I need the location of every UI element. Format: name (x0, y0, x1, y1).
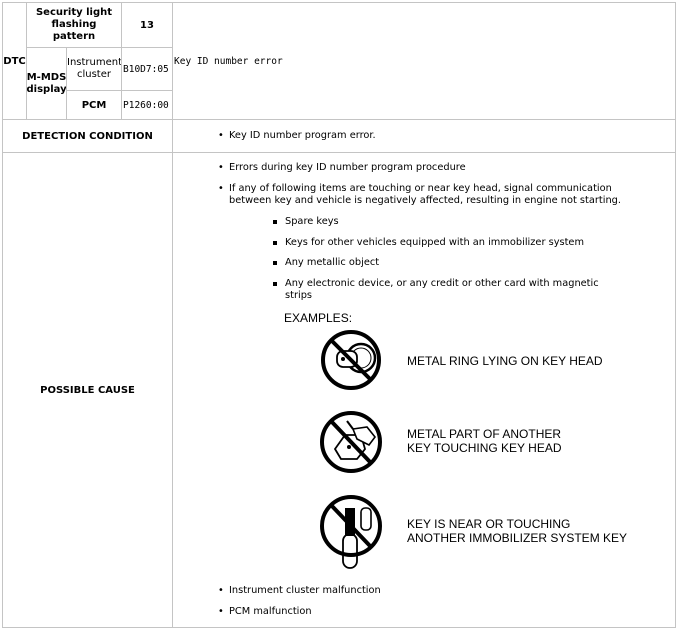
example-caption-3-line2: ANOTHER IMMOBILIZER SYSTEM KEY (407, 531, 628, 545)
dtc-description: Key ID number error (174, 56, 283, 67)
instrument-cluster-code: B10D7:05 (123, 63, 169, 75)
security-light-label-cell (26, 2, 122, 48)
pcm-code: P1260:00 (123, 99, 169, 111)
cause-item-key-id-procedure: • Errors during key ID number program procedure (229, 162, 466, 174)
possible-cause-label-cell (2, 152, 173, 628)
detection-condition-label: DETECTION CONDITION (22, 130, 153, 142)
cause-item-touching-key-head: • If any of following items are touching or near key head, signal communication between key and vehicle is negatively affected, resulting in engine not starting. (229, 183, 629, 207)
security-light-value: 13 (140, 19, 154, 31)
sub-item-spare-keys: Spare keys (285, 216, 339, 227)
dtc-table (2, 2, 676, 628)
instrument-cluster-label: Instrument cluster (67, 57, 123, 80)
cause-item-pcm: • PCM malfunction (229, 606, 312, 618)
detection-item: • Key ID number program error. (229, 130, 376, 142)
example-caption-1: METAL RING LYING ON KEY HEAD (407, 354, 603, 368)
mmds-label: M-MDS display (26, 71, 67, 95)
cause-item-instrument-cluster: • Instrument cluster malfunction (229, 585, 381, 597)
example-caption-2-line1: METAL PART OF ANOTHER (407, 427, 562, 441)
key-icon (361, 508, 371, 530)
dtc-label-cell (2, 2, 27, 120)
example-caption-3-line1: KEY IS NEAR OR TOUCHING (407, 517, 571, 531)
description-cell (172, 2, 676, 120)
instrument-cluster-code-cell (121, 47, 173, 91)
detection-condition-cell (172, 119, 676, 153)
sub-item-metallic-object: Any metallic object (285, 257, 380, 268)
dtc-label: DTC (3, 55, 26, 67)
prohibition-icon (317, 494, 389, 574)
security-light-label: Security light flashing pattern (35, 7, 113, 42)
example-caption-2-line2: KEY TOUCHING KEY HEAD (407, 441, 562, 455)
examples-label: EXAMPLES: (284, 311, 353, 325)
pcm-code-cell (121, 90, 173, 120)
possible-cause-label: POSSIBLE CAUSE (40, 384, 135, 396)
prohibition-icon (317, 409, 389, 475)
possible-cause-cell (172, 152, 676, 628)
prohibition-icon (317, 329, 389, 391)
mmds-label-cell (26, 47, 67, 120)
security-light-value-cell (121, 2, 173, 48)
pcm-label-cell (66, 90, 122, 120)
pcm-label: PCM (81, 99, 107, 111)
sub-item-electronic-device: Any electronic device, or any credit or other card with magnetic strips (285, 278, 615, 302)
instrument-cluster-label-cell (66, 47, 122, 91)
sub-item-other-keys: Keys for other vehicles equipped with an immobilizer system (285, 237, 585, 248)
detection-condition-label-cell (2, 119, 173, 153)
